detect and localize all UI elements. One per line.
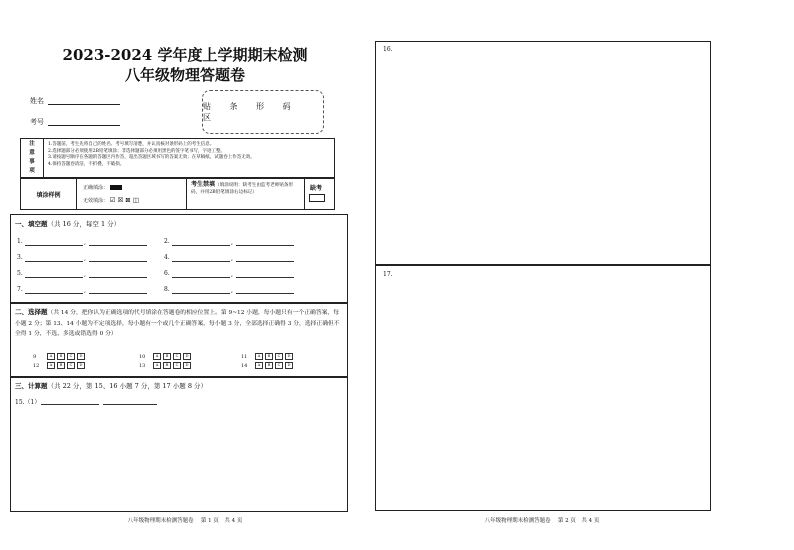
correct-fill-mark: [110, 185, 122, 190]
option-d[interactable]: D: [285, 353, 293, 360]
option-b[interactable]: B: [163, 362, 171, 369]
absent-label: 缺考: [310, 185, 323, 192]
notice-box: [20, 138, 335, 178]
option-b[interactable]: B: [265, 353, 273, 360]
option-d[interactable]: D: [183, 353, 191, 360]
q2-blank-b[interactable]: [236, 245, 294, 246]
section3-sub: （共 22 分，第 15、16 小题 7 分，第 17 小题 8 分）: [47, 382, 208, 390]
option-b[interactable]: B: [57, 362, 65, 369]
q1-blank-b[interactable]: [89, 245, 147, 246]
section3-title: 三、计算题: [15, 382, 48, 390]
notice-list: [48, 142, 332, 168]
answer-box-q17[interactable]: [375, 265, 711, 511]
choice-group-2: 10 A B C D 13 A B C D: [139, 353, 193, 371]
q8-number: 8.: [164, 286, 170, 293]
section-multiple-choice: [10, 302, 348, 378]
q16-label: 16.: [383, 46, 393, 53]
section-fill-blank: 一、填空题（共 16 分，每空 1 分） 1. , 2. , 3. , 4. , 5. , 6. , 7. , 8. ,: [10, 214, 348, 304]
option-c[interactable]: C: [173, 362, 181, 369]
notice-item: 3.请按题号顺序在各题的答题区内作答，超出答题区域书写的答案无效；在草稿纸、试题卷上作答无效。: [48, 155, 255, 161]
q7-number: 7.: [17, 286, 23, 293]
option-c[interactable]: C: [173, 353, 181, 360]
q8-blank-b[interactable]: [236, 293, 294, 294]
option-b[interactable]: B: [57, 353, 65, 360]
correct-fill-label: 正确填涂：: [83, 185, 109, 191]
option-d[interactable]: D: [77, 353, 85, 360]
q1-number: 1.: [17, 238, 23, 245]
option-d[interactable]: D: [77, 362, 85, 369]
option-b[interactable]: B: [265, 362, 273, 369]
q8-blank-a[interactable]: [172, 293, 230, 294]
option-c[interactable]: C: [67, 362, 75, 369]
barcode-area: 贴 条 形 码 区: [202, 90, 324, 134]
option-a[interactable]: A: [47, 362, 55, 369]
q6-number: 6.: [164, 270, 170, 277]
option-a[interactable]: A: [153, 362, 161, 369]
title-line-1: 2023-2024 学年度上学期期末检测: [62, 46, 308, 64]
fill-sample-row: [20, 178, 335, 210]
q5-blank-a[interactable]: [25, 277, 83, 278]
option-a[interactable]: A: [255, 362, 263, 369]
choice-group-1: 9 A B C D 12 A B C D: [33, 353, 87, 371]
q15-blank-a[interactable]: [41, 404, 99, 405]
title-line-2: 八年级物理答题卷: [124, 66, 245, 84]
option-a[interactable]: A: [47, 353, 55, 360]
notice-label: 注 意 事 项: [21, 139, 44, 178]
name-field[interactable]: [48, 104, 120, 105]
q17-label: 17.: [383, 271, 393, 278]
section2-text: （共 14 分，把你认为正确选项的代号填涂在答题卷的相应位置上。第 9~12 小题，每小题只有一个正确答案，每小题 2 分；第 13、14 小题为不定项选择，每小题有一个或几个正确答案，每小题 3 分，全部选择正确得 3 分，选择正确但不全得 1 分，不选、多选或错选得 0 分）: [15, 310, 340, 337]
option-b[interactable]: B: [163, 353, 171, 360]
wrong-mark-check: ☑: [109, 196, 118, 204]
footer-right: 八年级物理期末检测答题卷 第 2 页 共 4 页: [484, 518, 600, 524]
exam-no-field[interactable]: [48, 125, 120, 126]
wrong-mark-cross: ☒: [117, 196, 126, 204]
wrong-mark-box: ⊠: [125, 196, 133, 204]
option-c[interactable]: C: [67, 353, 75, 360]
section-calculation: [10, 376, 348, 512]
violation-desc: （填涂说明：缺考生由监考老师贴条形码，并用2B铅笔填涂右边标记）: [191, 183, 294, 195]
section1-sub: （共 16 分，每空 1 分）: [47, 220, 121, 228]
q5-number: 5.: [17, 270, 23, 277]
q4-blank-a[interactable]: [172, 261, 230, 262]
q4-number: 4.: [164, 254, 170, 261]
wrong-mark-half: ◫: [132, 196, 141, 204]
notice-item: 1.答题前，考生先将自己的姓名、考号填写清楚，并认真核对条形码上的考生信息。: [48, 142, 215, 147]
option-c[interactable]: C: [275, 362, 283, 369]
q6-blank-a[interactable]: [172, 277, 230, 278]
option-a[interactable]: A: [153, 353, 161, 360]
option-c[interactable]: C: [275, 353, 283, 360]
footer-left: 八年级物理期末检测答题卷 第 1 页 共 4 页: [127, 518, 243, 524]
option-d[interactable]: D: [285, 362, 293, 369]
q4-blank-b[interactable]: [236, 261, 294, 262]
section2-title: 二、选择题: [15, 308, 48, 316]
q15-label: 15.（1）: [15, 399, 41, 406]
q7-blank-a[interactable]: [25, 293, 83, 294]
wrong-fill-label: 无效填涂：: [83, 198, 109, 204]
fill-sample-label: 填涂样例: [21, 179, 77, 209]
q7-blank-b[interactable]: [89, 293, 147, 294]
notice-item: 4.保持答题卷清洁，不折叠，不破损。: [48, 161, 125, 167]
q5-blank-b[interactable]: [89, 277, 147, 278]
section1-title: 一、填空题: [15, 220, 48, 228]
q2-number: 2.: [164, 238, 170, 245]
option-d[interactable]: D: [183, 362, 191, 369]
q1-blank-a[interactable]: [25, 245, 83, 246]
option-a[interactable]: A: [255, 353, 263, 360]
violation-title: 考生禁填: [191, 181, 216, 188]
choice-group-3: 11 A B C D 14 A B C D: [241, 353, 295, 371]
q3-number: 3.: [17, 254, 23, 261]
q3-blank-a[interactable]: [25, 261, 83, 262]
answer-box-q16[interactable]: [375, 41, 711, 265]
q2-blank-a[interactable]: [172, 245, 230, 246]
q15-blank-b[interactable]: [103, 404, 157, 405]
name-label: 姓名: [30, 97, 44, 105]
absent-checkbox[interactable]: [309, 194, 325, 202]
notice-item: 2.选择题部分必须使用2B铅笔填涂；非选择题部分必须用黑色的签字笔书写，字迹工整。: [48, 148, 225, 154]
q6-blank-b[interactable]: [236, 277, 294, 278]
q3-blank-b[interactable]: [89, 261, 147, 262]
exam-no-label: 考号: [30, 118, 44, 126]
